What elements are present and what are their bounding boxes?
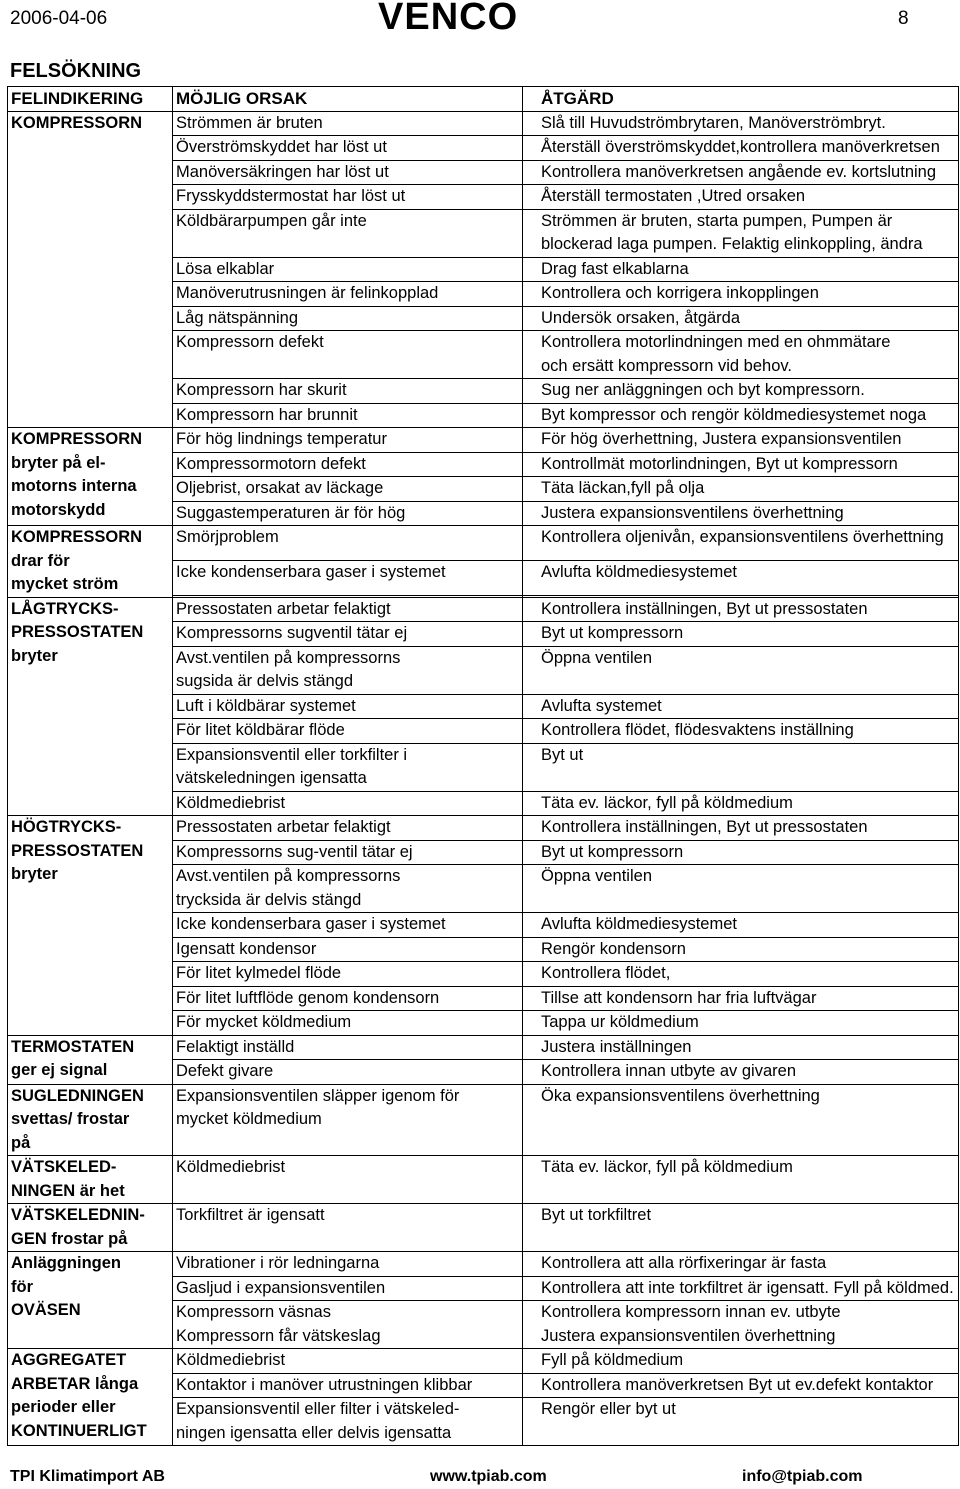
cause-cell xyxy=(173,1035,523,1060)
action-cell-line: Kontrollera manöverkretsen angående ev. kortslutning xyxy=(541,162,937,181)
symptom-cell-line: ger ej signal xyxy=(11,1061,108,1079)
cause-cell-line: mycket köldmedium xyxy=(176,1110,322,1128)
action-cell xyxy=(523,306,959,331)
action-cell-line: Avlufta köldmediesystemet xyxy=(541,563,737,582)
action-cell-line: Strömmen är bruten, starta pumpen, Pumpen är xyxy=(541,211,893,230)
cause-cell-line: Defekt givare xyxy=(176,1062,274,1080)
symptom-cell-line: GEN frostar på xyxy=(11,1229,128,1248)
symptom-cell-line: ARBETAR långa xyxy=(11,1374,139,1393)
action-cell xyxy=(523,136,959,161)
action-cell-line: Kontrollmät motorlindningen, Byt ut kompressorn xyxy=(541,454,898,473)
action-cell xyxy=(523,209,959,257)
page-title: FELSÖKNING xyxy=(10,60,142,82)
symptom-cell-line: drar för xyxy=(11,551,70,570)
cause-cell xyxy=(173,937,523,962)
action-cell xyxy=(523,1301,959,1349)
cause-cell-line: För hög lindnings temperatur xyxy=(176,430,387,448)
action-cell xyxy=(523,477,959,502)
symptom-cell-line: motorskydd xyxy=(11,500,106,519)
cause-cell-line: vätskeledningen igensatta xyxy=(176,769,367,787)
cause-cell xyxy=(173,791,523,816)
action-cell xyxy=(523,1398,959,1446)
cause-cell xyxy=(173,1060,523,1085)
action-cell xyxy=(523,1349,959,1374)
cause-cell xyxy=(173,865,523,913)
cause-cell xyxy=(173,1398,523,1446)
header-date: 2006-04-06 xyxy=(10,8,108,29)
table-row xyxy=(8,1035,959,1060)
cause-cell xyxy=(173,306,523,331)
column-header-action: ÅTGÄRD xyxy=(523,87,959,112)
action-cell-line: Kontrollera flödet, flödesvaktens inställning xyxy=(541,721,854,739)
symptom-cell xyxy=(8,526,173,598)
action-cell-line: Justera expansionsventilens överhettning xyxy=(541,503,844,522)
cause-cell-line: Icke kondenserbara gaser i systemet xyxy=(176,915,446,933)
cause-cell xyxy=(173,477,523,502)
action-cell-line: Kontrollera innan utbyte av givaren xyxy=(541,1062,796,1080)
symptom-cell-line: OVÄSEN xyxy=(11,1301,81,1319)
symptom-cell-line: mycket ström xyxy=(11,575,119,593)
action-cell xyxy=(523,185,959,210)
cause-cell xyxy=(173,840,523,865)
cause-cell-line: Strömmen är bruten xyxy=(176,113,323,132)
action-cell xyxy=(523,257,959,282)
cause-cell-line: Låg nätspänning xyxy=(176,308,299,327)
action-cell-line: Kontrollera att alla rörfixeringar är fasta xyxy=(541,1254,827,1272)
action-cell-line: Tillse att kondensorn har fria luftvägar xyxy=(541,988,817,1007)
symptom-cell-line: LÅGTRYCKS- xyxy=(11,599,119,618)
table-row xyxy=(8,526,959,561)
cause-cell-line: Pressostaten arbetar felaktigt xyxy=(176,818,391,836)
cause-cell xyxy=(173,452,523,477)
action-cell-line: och ersätt kompressorn vid behov. xyxy=(541,356,792,375)
footer-website[interactable]: www.tpiab.com xyxy=(430,1468,547,1485)
cause-cell-line: För litet luftflöde genom kondensorn xyxy=(176,988,440,1007)
symptom-cell-line: bryter xyxy=(11,646,58,665)
cause-cell-line: Manöverutrusningen är felinkopplad xyxy=(176,284,439,302)
cause-cell xyxy=(173,160,523,185)
action-cell xyxy=(523,622,959,647)
action-cell xyxy=(523,816,959,841)
action-cell xyxy=(523,403,959,428)
action-cell-line: Kontrollera att inte torkfiltret är igensatt. Fyll på köldmed. xyxy=(541,1278,954,1297)
action-cell-line: Rengör eller byt ut xyxy=(541,1400,676,1418)
action-cell xyxy=(523,452,959,477)
cause-cell-line: Kompressorn defekt xyxy=(176,333,324,351)
symptom-cell-line: KOMPRESSORN xyxy=(11,113,143,132)
symptom-cell-line: VÄTSKELED- xyxy=(11,1158,117,1176)
table-row xyxy=(8,597,959,622)
cause-cell xyxy=(173,379,523,404)
action-cell-line: Sug ner anläggningen och byt kompressorn. xyxy=(541,381,865,399)
symptom-cell-line: bryter xyxy=(11,865,58,883)
table-row xyxy=(8,1156,959,1204)
cause-cell-line: Kompressormotorn defekt xyxy=(176,454,366,473)
cause-cell-line: Kompressorn får vätskeslag xyxy=(176,1326,381,1345)
action-cell-line: Byt ut kompressorn xyxy=(541,842,684,861)
symptom-cell xyxy=(8,1035,173,1084)
troubleshooting-table xyxy=(7,86,959,1446)
cause-cell-line: Suggastemperaturen är för hög xyxy=(176,503,406,522)
symptom-cell-line: motorns interna xyxy=(11,477,137,495)
symptom-cell xyxy=(8,111,173,428)
action-cell xyxy=(523,561,959,596)
action-cell xyxy=(523,646,959,694)
action-cell-line: Täta ev. läckor, fyll på köldmedium xyxy=(541,793,793,812)
action-cell-line: Kontrollera motorlindningen med en ohmmätare xyxy=(541,333,891,351)
action-cell-line: Öppna ventilen xyxy=(541,867,652,885)
symptom-cell xyxy=(8,1252,173,1349)
symptom-cell xyxy=(8,816,173,1036)
action-cell-line: Kontrollera flödet, xyxy=(541,964,671,982)
cause-cell xyxy=(173,403,523,428)
action-cell xyxy=(523,379,959,404)
symptom-cell xyxy=(8,1204,173,1252)
action-cell-line: Byt ut kompressorn xyxy=(541,624,684,642)
cause-cell-line: Överströmskyddet har löst ut xyxy=(176,138,387,156)
action-cell-line: Fyll på köldmedium xyxy=(541,1351,684,1369)
table-row xyxy=(8,816,959,841)
cause-cell xyxy=(173,185,523,210)
cause-cell xyxy=(173,209,523,257)
action-cell xyxy=(523,282,959,307)
action-cell xyxy=(523,865,959,913)
cause-cell xyxy=(173,1373,523,1398)
action-cell-line: Drag fast elkablarna xyxy=(541,259,689,278)
cause-cell-line: Felaktigt inställd xyxy=(176,1037,295,1056)
cause-cell-line: Luft i köldbärar systemet xyxy=(176,696,356,715)
action-cell xyxy=(523,501,959,526)
table-body xyxy=(8,111,959,1446)
footer-company: TPI Klimatimport AB xyxy=(10,1468,165,1485)
action-cell xyxy=(523,937,959,962)
table-row xyxy=(8,428,959,453)
action-cell xyxy=(523,840,959,865)
cause-cell xyxy=(173,257,523,282)
action-cell xyxy=(523,743,959,791)
cause-cell xyxy=(173,111,523,136)
cause-cell xyxy=(173,526,523,561)
symptom-cell-line: KONTINUERLIGT xyxy=(11,1421,147,1440)
cause-cell-line: Torkfiltret är igensatt xyxy=(176,1206,325,1224)
cause-cell xyxy=(173,561,523,596)
cause-cell-line: Kontaktor i manöver utrustningen klibbar xyxy=(176,1375,473,1394)
cause-cell xyxy=(173,1156,523,1204)
action-cell xyxy=(523,111,959,136)
cause-cell xyxy=(173,816,523,841)
table-row xyxy=(8,111,959,136)
cause-cell xyxy=(173,136,523,161)
cause-cell-line: Köldmediebrist xyxy=(176,1158,286,1176)
table-row xyxy=(8,1252,959,1277)
cause-cell xyxy=(173,501,523,526)
cause-cell xyxy=(173,1276,523,1301)
cause-cell-line: Kompressorn har brunnit xyxy=(176,405,358,424)
action-cell-line: Öka expansionsventilens överhettning xyxy=(541,1086,820,1105)
action-cell-line: Avlufta köldmediesystemet xyxy=(541,915,737,933)
cause-cell xyxy=(173,743,523,791)
cause-cell xyxy=(173,962,523,987)
symptom-cell-line: SUGLEDNINGEN xyxy=(11,1086,144,1105)
cause-cell-line: Köldmediebrist xyxy=(176,793,286,812)
symptom-cell-line: KOMPRESSORN xyxy=(11,528,143,546)
action-cell xyxy=(523,1035,959,1060)
action-cell xyxy=(523,1011,959,1036)
cause-cell-line: För litet köldbärar flöde xyxy=(176,721,345,739)
symptom-cell xyxy=(8,1084,173,1156)
cause-cell xyxy=(173,622,523,647)
cause-cell-line: Expansionsventilen släpper igenom för xyxy=(176,1086,460,1105)
cause-cell xyxy=(173,1011,523,1036)
symptom-cell-line: HÖGTRYCKS- xyxy=(11,818,122,836)
cause-cell-line: Smörjproblem xyxy=(176,528,279,546)
action-cell-line: Byt ut xyxy=(541,745,584,764)
action-cell xyxy=(523,1204,959,1252)
table-header-row xyxy=(8,87,959,112)
symptom-cell-line: perioder eller xyxy=(11,1398,116,1416)
action-cell xyxy=(523,1060,959,1085)
symptom-cell-line: TERMOSTATEN xyxy=(11,1037,135,1056)
cause-cell-line: Frysskyddstermostat har löst ut xyxy=(176,187,406,205)
table-row xyxy=(8,1084,959,1156)
action-cell-line: Avlufta systemet xyxy=(541,696,662,715)
cause-cell xyxy=(173,913,523,938)
cause-cell-line: Kompressorn väsnas xyxy=(176,1303,331,1321)
symptom-cell xyxy=(8,1156,173,1204)
cause-cell-line: Avst.ventilen på kompressorns xyxy=(176,867,401,885)
symptom-cell xyxy=(8,428,173,526)
symptom-cell xyxy=(8,597,173,816)
cause-cell-line: Avst.ventilen på kompressorns xyxy=(176,648,401,667)
action-cell-line: blockerad laga pumpen. Felaktig elinkoppling, ändra xyxy=(541,235,923,253)
cause-cell-line: För litet kylmedel flöde xyxy=(176,964,342,982)
action-cell-line: Kontrollera inställningen, Byt ut pressostaten xyxy=(541,599,868,618)
cause-cell-line: Gasljud i expansionsventilen xyxy=(176,1278,386,1297)
symptom-cell-line: för xyxy=(11,1277,33,1296)
cause-cell-line: Expansionsventil eller filter i vätskeled- xyxy=(176,1400,460,1418)
action-cell-line: Justera expansionsventilen överhettning xyxy=(541,1326,836,1345)
cause-cell xyxy=(173,331,523,379)
cause-cell xyxy=(173,1349,523,1374)
cause-cell-line: trycksida är delvis stängd xyxy=(176,890,362,909)
cause-cell-line: Igensatt kondensor xyxy=(176,939,317,958)
cause-cell-line: Manöversäkringen har löst ut xyxy=(176,162,389,181)
cause-cell xyxy=(173,694,523,719)
cause-cell-line: Kompressorn har skurit xyxy=(176,381,347,399)
action-cell-line: Kontrollera och korrigera inkopplingen xyxy=(541,284,819,302)
cause-cell-line: Lösa elkablar xyxy=(176,259,275,278)
action-cell xyxy=(523,597,959,622)
action-cell-line: Kontrollera manöverkretsen Byt ut ev.defekt kontaktor xyxy=(541,1375,934,1394)
symptom-cell xyxy=(8,1349,173,1446)
action-cell xyxy=(523,1252,959,1277)
action-cell-line: Rengör kondensorn xyxy=(541,939,686,958)
action-cell xyxy=(523,1156,959,1204)
cause-cell-line: Köldmediebrist xyxy=(176,1351,286,1369)
cause-cell-line: Vibrationer i rör ledningarna xyxy=(176,1254,380,1272)
footer-email[interactable]: info@tpiab.com xyxy=(742,1468,863,1485)
cause-cell-line: Pressostaten arbetar felaktigt xyxy=(176,599,391,618)
action-cell-line: Täta ev. läckor, fyll på köldmedium xyxy=(541,1158,793,1176)
symptom-cell-line: PRESSOSTATEN xyxy=(11,623,144,641)
symptom-cell-line: NINGEN är het xyxy=(11,1181,125,1200)
symptom-cell-line: AGGREGATET xyxy=(11,1351,127,1369)
action-cell xyxy=(523,331,959,379)
action-cell xyxy=(523,428,959,453)
symptom-cell-line: PRESSOSTATEN xyxy=(11,841,144,860)
cause-cell xyxy=(173,282,523,307)
action-cell xyxy=(523,1276,959,1301)
cause-cell-line: Köldbärarpumpen går inte xyxy=(176,211,367,230)
action-cell-line: Återställ överströmskyddet,kontrollera manöverkretsen xyxy=(541,138,940,156)
action-cell xyxy=(523,986,959,1011)
action-cell-line: Tappa ur köldmedium xyxy=(541,1013,699,1031)
table-row xyxy=(8,1349,959,1374)
cause-cell-line: Expansionsventil eller torkfilter i xyxy=(176,745,408,764)
symptom-cell-line: Anläggningen xyxy=(11,1254,121,1272)
action-cell-line: Justera inställningen xyxy=(541,1037,692,1056)
action-cell-line: Byt ut torkfiltret xyxy=(541,1206,652,1224)
action-cell xyxy=(523,719,959,744)
action-cell xyxy=(523,694,959,719)
cause-cell xyxy=(173,597,523,622)
cause-cell-line: ningen igensatta eller delvis igensatta xyxy=(176,1423,452,1442)
cause-cell xyxy=(173,1204,523,1252)
cause-cell xyxy=(173,1252,523,1277)
action-cell-line: Kontrollera kompressorn innan ev. utbyte xyxy=(541,1303,841,1321)
action-cell-line: Täta läckan,fyll på olja xyxy=(541,479,705,497)
cause-cell xyxy=(173,986,523,1011)
action-cell xyxy=(523,913,959,938)
page-number: 8 xyxy=(898,8,909,29)
cause-cell xyxy=(173,428,523,453)
action-cell-line: Undersök orsaken, åtgärda xyxy=(541,308,741,327)
action-cell xyxy=(523,160,959,185)
cause-cell xyxy=(173,1084,523,1156)
action-cell xyxy=(523,1084,959,1156)
action-cell-line: Återställ termostaten ,Utred orsaken xyxy=(541,187,806,205)
cause-cell-line: Oljebrist, orsakat av läckage xyxy=(176,479,384,497)
symptom-cell-line: KOMPRESSORN xyxy=(11,430,143,448)
cause-cell-line: För mycket köldmedium xyxy=(176,1013,352,1031)
symptom-cell-line: på xyxy=(11,1133,31,1152)
cause-cell-line: Kompressorns sug-ventil tätar ej xyxy=(176,842,413,861)
action-cell xyxy=(523,791,959,816)
action-cell-line: Byt kompressor och rengör köldmediesystemet noga xyxy=(541,405,927,424)
symptom-cell-line: svettas/ frostar xyxy=(11,1110,130,1128)
action-cell-line: Slå till Huvudströmbrytaren, Manöverströmbryt. xyxy=(541,113,886,132)
action-cell-line: Öppna ventilen xyxy=(541,648,652,667)
action-cell-line: Kontrollera oljenivån, expansionsventilens överhettning xyxy=(541,528,944,546)
cause-cell-line: Icke kondenserbara gaser i systemet xyxy=(176,563,446,582)
cause-cell-line: Kompressorns sugventil tätar ej xyxy=(176,624,408,642)
action-cell-line: Kontrollera inställningen, Byt ut pressostaten xyxy=(541,818,868,836)
cause-cell xyxy=(173,1301,523,1349)
column-header-symptom: FELINDIKERING xyxy=(8,87,173,112)
brand-logo: VENCO xyxy=(378,0,519,38)
action-cell xyxy=(523,526,959,561)
action-cell xyxy=(523,962,959,987)
cause-cell-line: sugsida är delvis stängd xyxy=(176,672,354,690)
table-row xyxy=(8,1204,959,1252)
symptom-cell-line: VÄTSKELEDNIN- xyxy=(11,1206,145,1224)
column-header-cause: MÖJLIG ORSAK xyxy=(173,87,523,112)
symptom-cell-line: bryter på el- xyxy=(11,453,106,472)
action-cell-line: För hög överhettning, Justera expansionsventilen xyxy=(541,430,902,448)
cause-cell xyxy=(173,719,523,744)
action-cell xyxy=(523,1373,959,1398)
cause-cell xyxy=(173,646,523,694)
